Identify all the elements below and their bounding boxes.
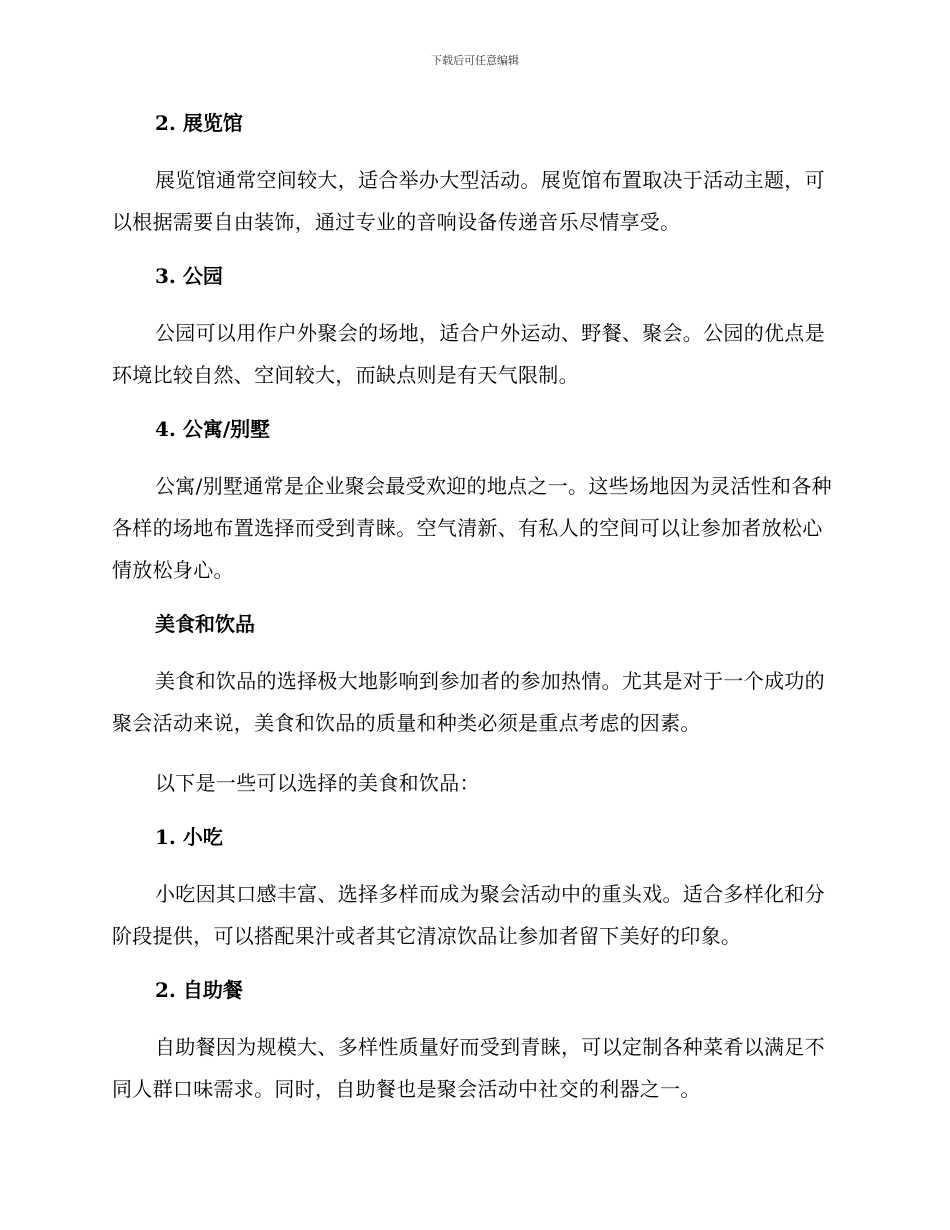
heading-snacks: 1. 小吃 [155,825,223,849]
header-note: 下载后可任意编辑 [431,54,519,67]
paragraph-park: 公园可以用作户外聚会的场地，适合户外运动、野餐、聚会。公园的优点是环境比较自然、空间较大，而缺点则是有天气限制。 [112,321,825,387]
heading-exhibition-hall: 2. 展览馆 [155,111,243,135]
heading-park: 3. 公园 [155,264,223,288]
heading-buffet: 2. 自助餐 [155,978,243,1002]
paragraph-food-drinks: 美食和饮品的选择极大地影响到参加者的参加热情。尤其是对于一个成功的聚会活动来说，美食和饮品的质量和种类必须是重点考虑的因素。 [112,669,825,735]
paragraph-options-intro: 以下是一些可以选择的美食和饮品： [155,771,480,795]
paragraph-exhibition-hall: 展览馆通常空间较大，适合举办大型活动。展览馆布置取决于活动主题，可以根据需要自由装饰，通过专业的音响设备传递音乐尽情享受。 [112,168,825,234]
paragraph-buffet: 自助餐因为规模大、多样性质量好而受到青睐，可以定制各种菜肴以满足不同人群口味需求。同时，自助餐也是聚会活动中社交的利器之一。 [112,1035,825,1101]
paragraph-apartment-villa: 公寓/别墅通常是企业聚会最受欢迎的地点之一。这些场地因为灵活性和各种各样的场地布置选择而受到青睐。空气清新、有私人的空间可以让参加者放松心情放松身心。 [112,474,832,582]
paragraph-snacks: 小吃因其口感丰富、选择多样而成为聚会活动中的重头戏。适合多样化和分阶段提供，可以搭配果汁或者其它清凉饮品让参加者留下美好的印象。 [112,882,825,948]
heading-food-drinks: 美食和饮品 [155,612,255,636]
heading-apartment-villa: 4. 公寓/别墅 [155,417,271,441]
document-body [112,108,832,1110]
